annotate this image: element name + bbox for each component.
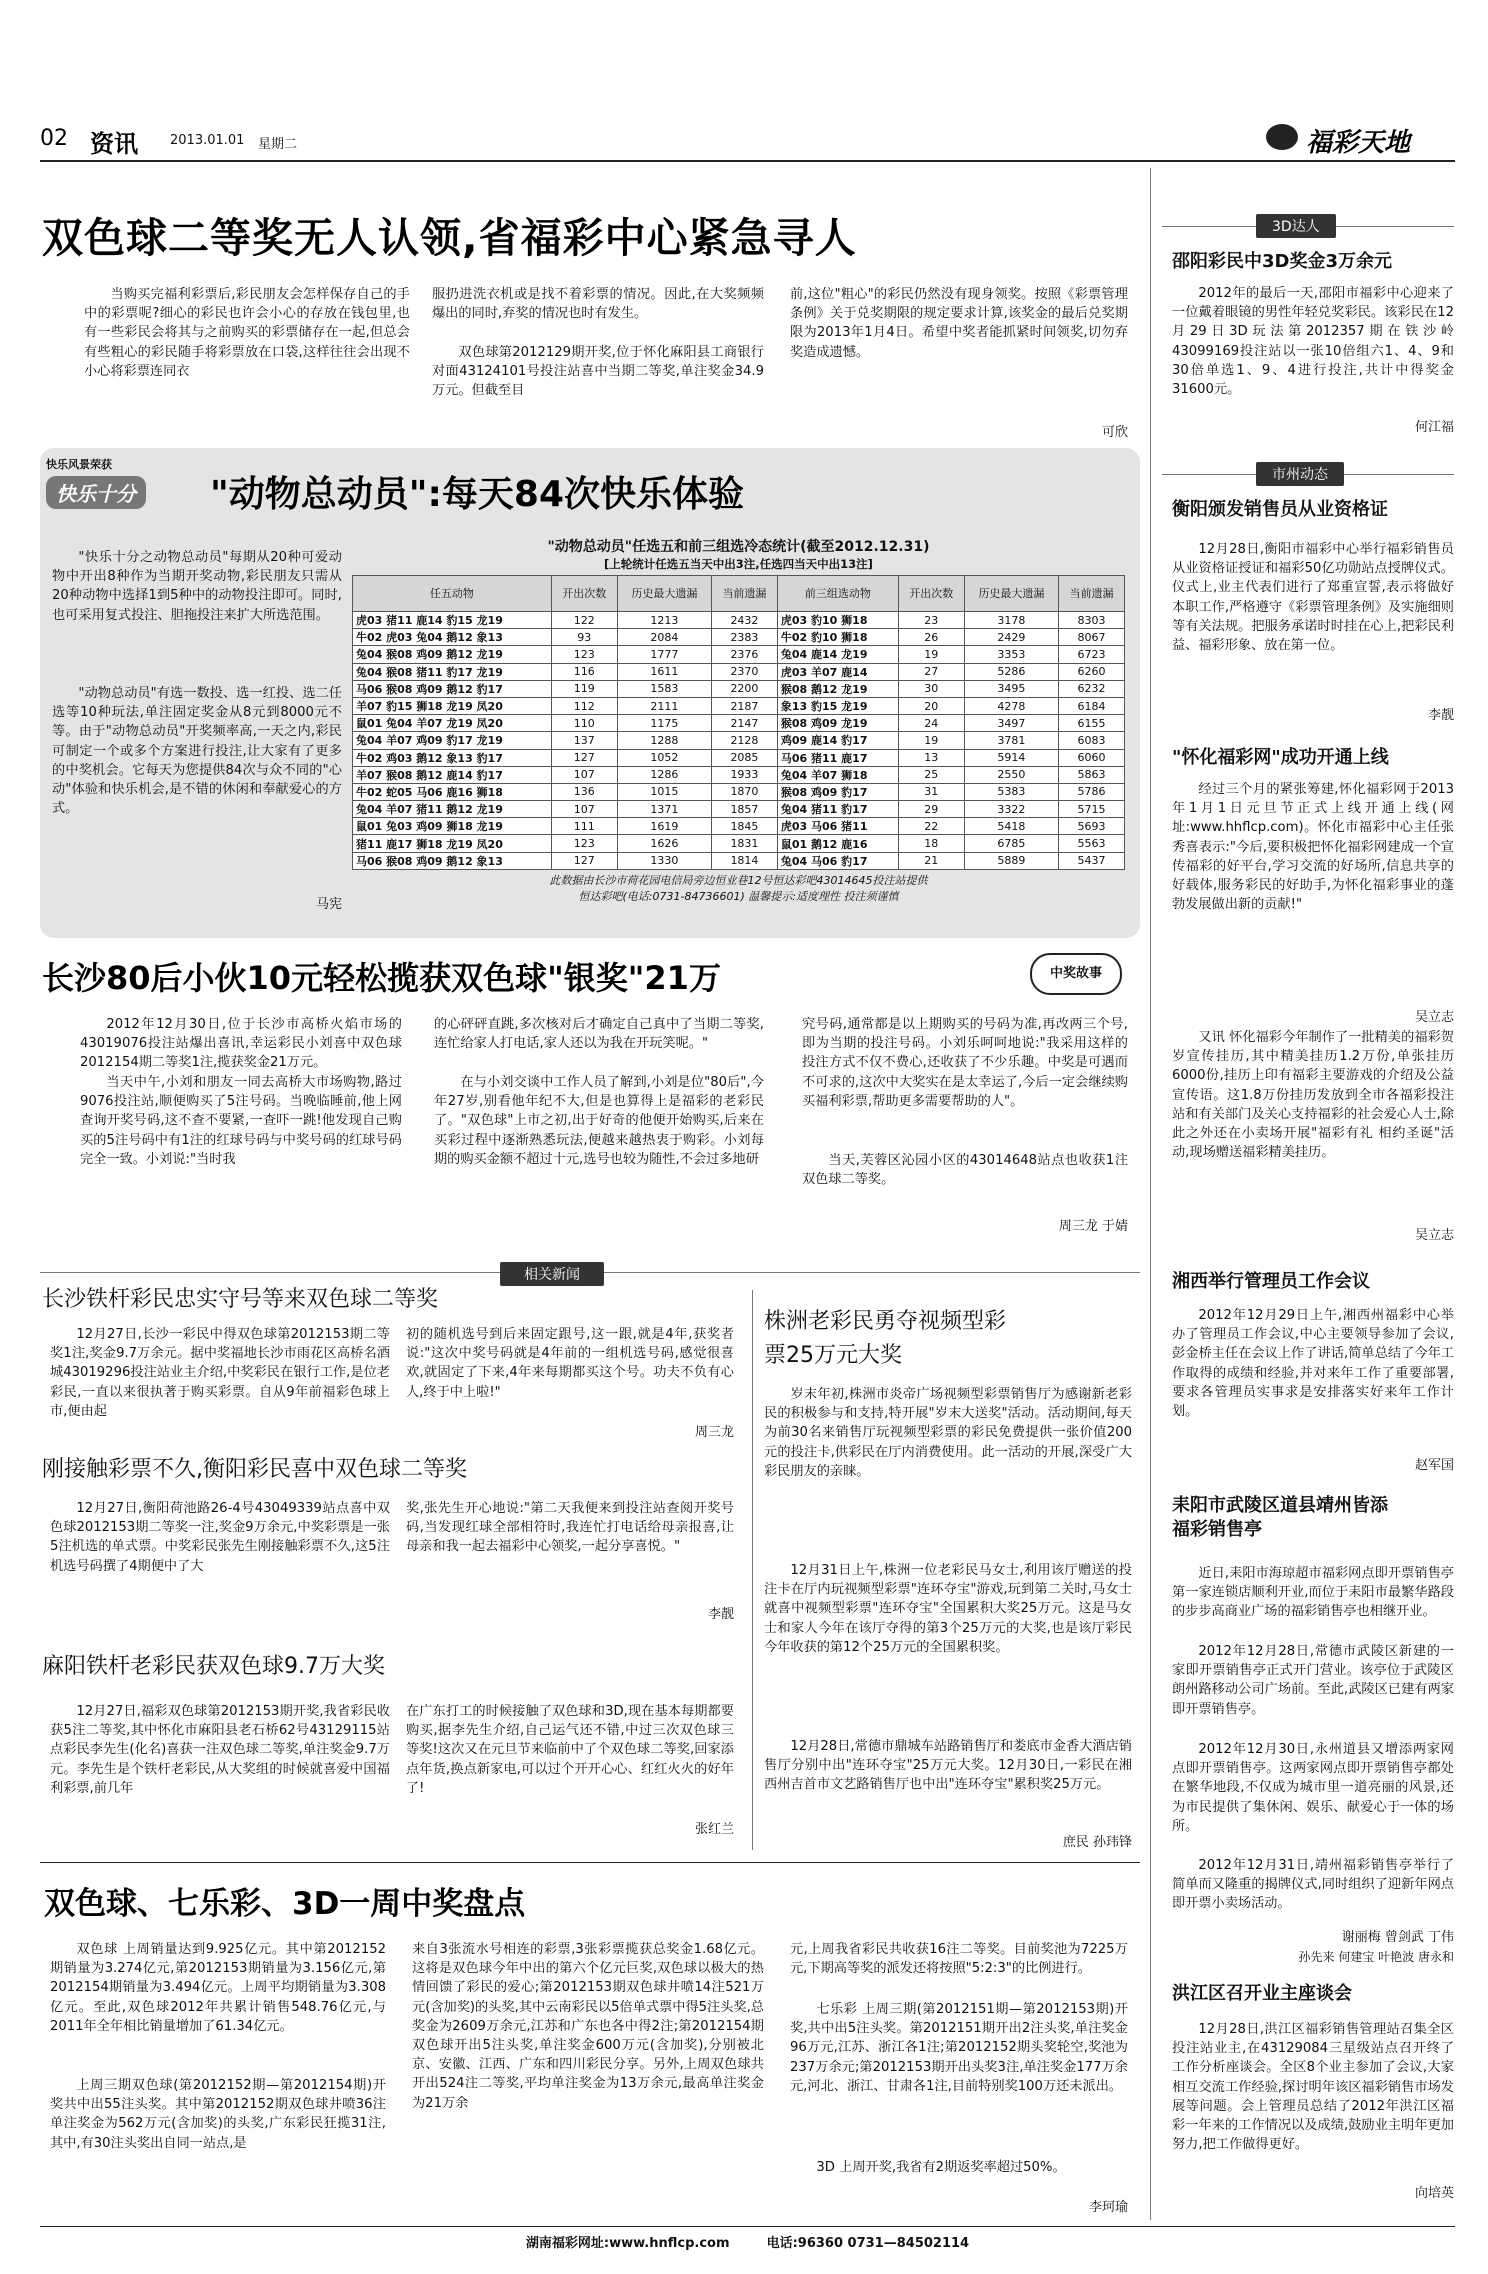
table-row: [353, 715, 1125, 732]
story-col2: 初的随机选号到后来固定跟号,这一跟,就是4年,获奖者说:"这次中奖号码就是4年前的一组机选号码,感觉很喜欢,就固定了下来,4年来每期都买这个号。功夫不负有心人,终于中上啦!": [406, 1327, 734, 1400]
badge-label: 中奖故事: [1049, 966, 1102, 981]
masthead-logo-icon: [1266, 124, 1298, 150]
table-cell: 2429: [964, 629, 1058, 646]
table-cell: 24: [898, 715, 964, 732]
side-text-5d: 2012年12月31日,靖州福彩销售亭举行了简单而又隆重的揭牌仪式,同时组织了迎新年网点即开票小卖场活动。: [1172, 1858, 1454, 1912]
masthead: 福彩天地: [1306, 128, 1411, 158]
table-cell: 122: [551, 612, 617, 629]
table-cell: 8067: [1059, 629, 1125, 646]
table-cell: 1371: [617, 801, 711, 818]
table-cell: 3781: [964, 732, 1058, 749]
table-cell: 2111: [617, 697, 711, 714]
issue-date: 2013.01.01: [170, 133, 245, 148]
table-cell: 虎03 猪11 鹿14 豹15 龙19: [353, 612, 552, 629]
table-cell: 羊07 豹15 狮18 龙19 凤20: [353, 697, 552, 714]
side-author-2: 李靓: [1427, 708, 1454, 723]
side-text-2: 12月28日,衡阳市福彩中心举行福彩销售员从业资格证授证和福彩50亿功勋站点授牌仪式。仪式上,业主代表们进行了郑重宣誓,表示将做好本职工作,严格遵守《彩票管理条例》及实施细则等有关法规。把服务承诺时时挂在心上,把彩民利益、福彩形象、放在第一位。: [1172, 542, 1454, 654]
table-cell: 牛02 豹10 狮18: [777, 629, 898, 646]
table-cell: 兔04 猴08 鸡09 鹅12 龙19: [353, 646, 552, 663]
body-col2a: 的心砰砰直跳,多次核对后才确定自己真中了当期二等奖,连忙给家人打电话,家人还以为我在开玩笑呢。": [434, 1017, 764, 1052]
table-cell: 1857: [712, 801, 778, 818]
table-cell: 123: [551, 646, 617, 663]
table-cell: 2084: [617, 629, 711, 646]
table-row: [353, 818, 1125, 835]
table-cell: 5383: [964, 783, 1058, 800]
table-cell: 22: [898, 818, 964, 835]
weekly-rule: [40, 1862, 1140, 1863]
table-cell: 18: [898, 835, 964, 852]
table-cell: 2383: [712, 629, 778, 646]
table-cell: 1213: [617, 612, 711, 629]
table-cell: 1814: [712, 852, 778, 869]
table-row: [353, 783, 1125, 800]
table-cell: 1845: [712, 818, 778, 835]
table-cell: 107: [551, 801, 617, 818]
table-cell: 1777: [617, 646, 711, 663]
table-cell: 兔04 猪11 豹17: [777, 801, 898, 818]
side-authors-5b: 孙先来 何建宝 叶艳波 唐永和: [1298, 1950, 1454, 1964]
body-col3c: 3D 上周开奖,我省有2期返奖率超过50%。: [816, 2160, 1066, 2175]
side-title-1: 邵阳彩民中3D奖金3万余元: [1172, 251, 1392, 272]
table-row: [353, 801, 1125, 818]
table-cell: 6184: [1059, 697, 1125, 714]
story-divider: [752, 1290, 753, 1850]
article-unclaimed-prize: [40, 165, 1140, 440]
table-row: [353, 852, 1125, 869]
body-col1a: 双色球 上周销量达到9.925亿元。其中第2012152期销量为3.274亿元,第2012153期销量为3.156亿元,第2012154期销量为3.494亿元。上周平均期销量为3.308亿元。至此,双色球2012年共累计销售548.76亿元,与2011年全年相比销量增加了61.34亿元。: [50, 1942, 386, 2034]
column-header: 开出次数: [551, 576, 617, 612]
table-cell: 羊07 猴08 鹅12 鹿14 豹17: [353, 766, 552, 783]
article-changsha-winner: [40, 945, 1140, 1245]
table-cell: 猴08 鸡09 豹17: [777, 783, 898, 800]
side-text-5c: 2012年12月30日,永州道县又增添两家网点即开票销售亭。这两家网点即开票销售亭都处在繁华地段,不仅成为城市里一道亮丽的风景,还为市民提供了集休闲、娱乐、献爱心于一体的场所。: [1172, 1742, 1454, 1834]
table-cell: 26: [898, 629, 964, 646]
side-title-2: 衡阳颁发销售员从业资格证: [1172, 499, 1388, 520]
story-author: 张红兰: [694, 1822, 734, 1837]
table-cell: 5437: [1059, 852, 1125, 869]
table-cell: 6785: [964, 835, 1058, 852]
banner-logo-text: 快乐十分: [46, 476, 146, 509]
table-row: [353, 680, 1125, 697]
table-cell: 6260: [1059, 663, 1125, 680]
body-col3b: 当天,芙蓉区沁园小区的43014648站点也收获1注双色球二等奖。: [802, 1153, 1128, 1188]
story-col2: 在广东打工的时候接触了双色球和3D,现在基本每期都要购买,据李先生介绍,自己运气还不错,中过三次双色球三等奖!这次又在元旦节来临前中了个双色球二等奖,回家添点年货,换点新家电,可以过个开开心心、红红火火的好年了!: [406, 1704, 734, 1796]
intro-p2: "动物总动员"有选一数投、选一红投、选二任选等10种玩法,单注固定奖金从8元到8000元不等。由于"动物总动员"开奖频率高,一天之内,彩民可制定一个或多个方案进行投注,让大家有了更多的中奖机会。它每天为您提供84次与众不同的"心动"体验和快乐机会,是不错的休闲和奉献爱心的方式。: [52, 686, 342, 817]
table-cell: 3497: [964, 715, 1058, 732]
table-cell: 鸡09 鹿14 豹17: [777, 732, 898, 749]
body-col2a: 服扔进洗衣机或是找不着彩票的情况。因此,在大奖频频爆出的同时,弃奖的情况也时有发生。: [432, 287, 764, 322]
side-text-4: 2012年12月29日上午,湘西州福彩中心举办了管理员工作会议,中心主要领导参加了会议,彭金桥主任在会议上作了讲话,简单总结了今年工作取得的成绩和经验,并对来年工作了重要部署,要求各管理员实事求是安排落实好来年工作计划。: [1172, 1308, 1454, 1420]
story-p2: 12月31日上午,株洲一位老彩民马女士,利用该厅赠送的投注卡在厅内玩视频型彩票"连环夺宝"游戏,玩到第二关时,马女士就喜中视频型彩票"连环夺宝"全国累积大奖25万元。这是马女士和家人今年在该厅夺得的第3个25万元的大奖,也是该厅彩民今年收获的第12个25万元的全国累积奖。: [764, 1563, 1132, 1655]
table-cell: 29: [898, 801, 964, 818]
table-cell: 1619: [617, 818, 711, 835]
side-authors-5a: 谢丽梅 曾剑武 丁伟: [1341, 1930, 1454, 1945]
table-cell: 猴08 鸡09 龙19: [777, 715, 898, 732]
column-header: 开出次数: [898, 576, 964, 612]
table-cell: 5693: [1059, 818, 1125, 835]
table-cell: 猪11 鹿17 狮18 龙19 凤20: [353, 835, 552, 852]
table-cell: 30: [898, 680, 964, 697]
table-cell: 5889: [964, 852, 1058, 869]
body-col1b: 当天中午,小刘和朋友一同去高桥大市场购物,路过9076投注站,顺便购买了5注号码。当晚临睡前,他上网查询开奖号码,这不查不要紧,一查吓一跳!他发现自己购买的5注号码中有1注的红球号码与中奖号码的红球号码完全一致。小刘说:"当时我: [80, 1075, 402, 1167]
body-col2b: 双色球第2012129期开奖,位于怀化麻阳县工商银行对面43124101号投注站喜中当期二等奖,单注奖金34.9万元。但截至目: [432, 345, 764, 399]
table-cell: 2550: [964, 766, 1058, 783]
issue-weekday: 星期二: [258, 137, 298, 152]
stats-table-block: [352, 538, 1125, 930]
related-story-1: [40, 1285, 740, 1455]
side-author-3b: 吴立志: [1414, 1228, 1454, 1243]
table-cell: 猴08 鹅12 龙19: [777, 680, 898, 697]
table-cell: 27: [898, 663, 964, 680]
table-cell: 93: [551, 629, 617, 646]
side-author-1: 何江福: [1414, 420, 1454, 435]
table-cell: 兔04 猴08 猪11 豹17 龙19: [353, 663, 552, 680]
related-story-2: [40, 1455, 740, 1635]
story-p1: 岁末年初,株洲市炎帝广场视频型彩票销售厅为感谢新老彩民的积极参与和支持,特开展"岁末大送奖"活动。活动期间,每天为前30名来销售厅玩视频型彩票的彩民免费提供一张价值200元的投注卡,供彩民在厅内消费使用。此一活动的开展,深受广大彩民朋友的亲睐。: [764, 1387, 1132, 1479]
side-text-6: 12月28日,洪江区福彩销售管理站召集全区投注站业主,在43129084三星级站点召开终了工作分析座谈会。全区8个业主参加了会议,大家相互交流工作经验,探讨明年该区福彩销售市场发展等问题。会上管理员总结了2012年洪江区福彩一年来的工作情况以及成绩,鼓励业主明年更加努力,把工作做得更好。: [1172, 2022, 1454, 2153]
tag-label: 市州动态: [1256, 462, 1344, 486]
table-cell: 20: [898, 697, 964, 714]
table-cell: 21: [898, 852, 964, 869]
column-header: 历史最大遗漏: [617, 576, 711, 612]
table-cell: 1330: [617, 852, 711, 869]
story-col1: 12月27日,长沙一彩民中得双色球第2012153期二等奖1注,奖金9.7万余元。据中奖福地长沙市雨花区高桥名酒城43019296投注站业主介绍,中奖彩民在银行工作,是位老彩民,一直以来很执著于购买彩票。自从9年前福彩色球上市,便由起: [50, 1327, 390, 1419]
table-cell: 兔04 羊07 狮18: [777, 766, 898, 783]
header-rule: [40, 160, 1455, 162]
story-title: 长沙铁杆彩民忠实守号等来双色球二等奖: [42, 1287, 439, 1312]
intro-p1: "快乐十分之动物总动员"每期从20种可爱动物中开出8种作为当期开奖动物,彩民朋友只需从20种动物中选择1到5种中的动物投注即可。同时,也可采用复式投注、胆拖投注来扩大所选范围。: [52, 550, 342, 623]
table-cell: 3322: [964, 801, 1058, 818]
author: 马宪: [315, 897, 342, 912]
table-cell: 兔04 马06 豹17: [777, 852, 898, 869]
table-cell: 4278: [964, 697, 1058, 714]
table-cell: 象13 豹15 龙19: [777, 697, 898, 714]
body-col1b: 上周三期双色球(第2012152期—第2012154期)开奖共中出55注头奖。其中第2012152期双色球井喷36注单注奖金为562万元(含加奖)的头奖,广东彩民狂揽31注,其中,有30注头奖出自同一站点,是: [50, 2078, 386, 2151]
side-title-6: 洪江区召开业主座谈会: [1172, 1983, 1352, 2004]
table-row: [353, 749, 1125, 766]
table-cell: 1175: [617, 715, 711, 732]
headline: 双色球、七乐彩、3D一周中奖盘点: [44, 1886, 526, 1922]
table-cell: 马06 猴08 鸡09 鹅12 象13: [353, 852, 552, 869]
table-cell: 112: [551, 697, 617, 714]
banner-logo: [46, 456, 146, 514]
table-cell: 兔04 羊07 猪11 鹅12 龙19: [353, 801, 552, 818]
table-cell: 116: [551, 663, 617, 680]
table-cell: 2085: [712, 749, 778, 766]
table-cell: 1583: [617, 680, 711, 697]
table-cell: 6723: [1059, 646, 1125, 663]
table-cell: 136: [551, 783, 617, 800]
author: 可欣: [1101, 425, 1128, 440]
footer-site: 湖南福彩网址:www.hnflcp.com: [525, 2236, 730, 2251]
side-text-5b: 2012年12月28日,常德市武陵区新建的一家即开票销售亭正式开门营业。该亭位于武陵区朗州路移动公司广场前。至此,武陵区已建有两家即开票销售亭。: [1172, 1644, 1454, 1717]
column-header: 当前遗漏: [712, 576, 778, 612]
table-cell: 2187: [712, 697, 778, 714]
table-cell: 137: [551, 732, 617, 749]
table-footnote-1: 此数据由长沙市荷花园电信局旁边恒业巷12号恒达彩吧43014645投注站提供: [549, 873, 928, 887]
table-cell: 2200: [712, 680, 778, 697]
sidebar: [1162, 168, 1460, 2220]
table-cell: 5914: [964, 749, 1058, 766]
table-row: [353, 835, 1125, 852]
table-cell: 123: [551, 835, 617, 852]
table-cell: 马06 猴08 鸡09 鹅12 豹17: [353, 680, 552, 697]
table-cell: 31: [898, 783, 964, 800]
author: 周三龙 于婧: [1058, 1219, 1128, 1234]
table-cell: 1933: [712, 766, 778, 783]
table-cell: 19: [898, 732, 964, 749]
table-header-row: [353, 576, 1125, 612]
story-title: 刚接触彩票不久,衡阳彩民喜中双色球二等奖: [42, 1457, 467, 1482]
related-story-3: [40, 1652, 740, 1852]
table-cell: 虎03 羊07 鹿14: [777, 663, 898, 680]
column-header: 前三组选动物: [777, 576, 898, 612]
story-col1: 12月27日,衡阳荷池路26-4号43049339站点喜中双色球2012153期二等奖一注,奖金9万余元,中奖彩票是一张5注机选的单式票。中奖彩民张先生刚接触彩票不久,这5注机选号码撰了4期便中了大: [50, 1501, 390, 1574]
table-cell: 19: [898, 646, 964, 663]
footer-phone: 电话:96360 0731—84502114: [766, 2236, 970, 2251]
table-cell: 兔04 鹿14 龙19: [777, 646, 898, 663]
footer: [40, 2232, 1455, 2256]
table-cell: 107: [551, 766, 617, 783]
table-cell: 1288: [617, 732, 711, 749]
headline: "动物总动员":每天84次快乐体验: [210, 474, 745, 515]
table-title: "动物总动员"任选五和前三组选冷态统计(截至2012.12.31): [547, 539, 930, 555]
table-cell: 2376: [712, 646, 778, 663]
table-cell: 110: [551, 715, 617, 732]
table-cell: 兔04 羊07 鸡09 豹17 龙19: [353, 732, 552, 749]
table-cell: 1611: [617, 663, 711, 680]
table-cell: 1626: [617, 835, 711, 852]
headline: 长沙80后小伙10元轻松揽获双色球"银奖"21万: [42, 959, 721, 997]
table-cell: 8303: [1059, 612, 1125, 629]
author: 李珂瑜: [1088, 2200, 1128, 2215]
body-col3a: 究号码,通常都是以上期购买的号码为准,再改两三个号,即为当期的投注号码。小刘乐呵呵地说:"我采用这样的投注方式不仅不费心,还收获了不少乐趣。中奖是可遇而不可求的,这次中大奖实在是太幸运了,今后一定会继续购买福利彩票,帮助更多需要帮助的人"。: [802, 1017, 1128, 1109]
footer-rule: [40, 2226, 1455, 2227]
sidebar-divider: [1150, 168, 1151, 2220]
stats-table: [352, 575, 1125, 870]
related-label: [500, 1262, 604, 1286]
prize-story-badge-icon: [1030, 953, 1122, 995]
section-label: 资讯: [90, 130, 138, 158]
table-footnote-2: 恒达彩吧(电话:0731-84736601) 温馨提示:适度理性 投注须谨慎: [578, 889, 899, 903]
table-cell: 127: [551, 852, 617, 869]
table-cell: 1015: [617, 783, 711, 800]
table-cell: 2128: [712, 732, 778, 749]
side-text-5a: 近日,耒阳市海琼超市福彩网点即开票销售亭第一家连锁店顺利开业,而位于耒阳市最繁华路段的步步高商业广场的福彩销售亭也相继开业。: [1172, 1566, 1454, 1620]
table-cell: 2432: [712, 612, 778, 629]
related-story-4: [762, 1305, 1140, 1860]
side-author-3a: 吴立志: [1414, 1010, 1454, 1025]
table-cell: 5863: [1059, 766, 1125, 783]
story-author: 周三龙: [694, 1425, 734, 1440]
table-cell: 6155: [1059, 715, 1125, 732]
story-title: 麻阳铁杆老彩民获双色球9.7万大奖: [42, 1654, 385, 1679]
body-col1: 当购买完福利彩票后,彩民朋友会怎样保存自己的手中的彩票呢?细心的彩民也许会小心的存放在钱包里,也有一些彩民会将其与之前购买的彩票储存在一起,但总会有些粗心的彩民随手将彩票放在口袋,这样往往会出现不小心将彩票连同衣: [84, 287, 410, 379]
tag-3d: [1256, 214, 1336, 238]
table-cell: 马06 猪11 鹿17: [777, 749, 898, 766]
table-row: [353, 646, 1125, 663]
table-cell: 5418: [964, 818, 1058, 835]
page-number: 02: [40, 126, 68, 151]
side-title-5: 耒阳市武陵区道县靖州皆添福彩销售亭: [1172, 1495, 1388, 1540]
column-header: 当前遗漏: [1059, 576, 1125, 612]
tag-city-news: [1256, 462, 1344, 486]
body-col2: 来自3张流水号相连的彩票,3张彩票揽获总奖金1.68亿元。这将是双色球今年中出的第六个亿元巨奖,双色球以极大的热情回馈了彩民的爱心;第2012153期双色球井喷14注521万元(含加奖)的头奖,其中云南彩民以5倍单式票中得5注头奖,总奖金为2609万余元,江苏和广东也各中得2注;第2012154期双色球开出5注头奖,单注奖金600万元(含加奖),分别被北京、安徽、江西、广东和四川彩民分享。另外,上周双色球共开出524注二等奖,平均单注奖金为13万余元,最高单注奖金为21万余: [412, 1942, 764, 2111]
side-author-6: 向培英: [1414, 2186, 1454, 2201]
table-cell: 23: [898, 612, 964, 629]
table-cell: 119: [551, 680, 617, 697]
table-subtitle: [上轮统计任选五当天中出3注,任选四当天中出13注]: [604, 557, 873, 571]
story-p3: 12月28日,常德市鼎城车站路销售厅和娄底市金香大酒店销售厅分别中出"连环夺宝"25万元大奖。12月30日,一彩民在湘西州吉首市文艺路销售厅也中出"连环夺宝"累积奖25万元。: [764, 1739, 1132, 1793]
side-text-3b: 又讯 怀化福彩今年制作了一批精美的福彩贺岁宣传挂历,其中精美挂历1.2万份,单张挂历6000份,挂历上印有福彩主要游戏的介绍及公益宣传语。这1.8万份挂历发放到全市各福彩投注站和有关部门及关心支持福彩的社会爱心人士,除此之外还在小卖场开展"福彩有礼 相约圣诞"活动,现场赠送福彩精美挂历。: [1172, 1030, 1454, 1161]
article-animal-lottery: [40, 448, 1140, 938]
side-text-3a: 经过三个月的紧张筹建,怀化福彩网于2013年1月1日元旦节正式上线开通上线(网址:www.hhflcp.com)。怀化市福彩中心主任张秀喜表示:"今后,要积极把怀化福彩网建成一个宣传福彩的好平台,学习交流的好场所,信息共享的好载体,服务彩民的好助手,为怀化福彩事业的蓬勃发展做出新的贡献!": [1172, 782, 1454, 913]
table-cell: 6232: [1059, 680, 1125, 697]
table-cell: 鼠01 鹅12 鹿16: [777, 835, 898, 852]
table-cell: 3495: [964, 680, 1058, 697]
article-weekly-summary: [40, 1870, 1140, 2230]
table-cell: 1286: [617, 766, 711, 783]
table-cell: 127: [551, 749, 617, 766]
body-col1a: 2012年12月30日,位于长沙市高桥火焰市场的43019076投注站爆出喜讯,幸运彩民小刘喜中双色球2012154期二等奖1注,揽获奖金21万元。: [80, 1017, 402, 1071]
tag-label: 3D达人: [1256, 214, 1336, 238]
body-col3a: 元,上周我省彩民共收获16注二等奖。目前奖池为7225万元,下期高等奖的派发还将按照"5:2:3"的比例进行。: [790, 1942, 1128, 1977]
table-cell: 6060: [1059, 749, 1125, 766]
story-col1: 12月27日,福彩双色球第2012153期开奖,我省彩民收获5注二等奖,其中怀化市麻阳县老石桥62号43129115站点彩民李先生(化名)喜获一注双色球二等奖,单注奖金9.7万元。李先生是个铁杆老彩民,从大奖组的时候就喜爱中国福利彩票,前几年: [50, 1704, 390, 1796]
side-author-4: 赵军国: [1414, 1458, 1454, 1473]
table-row: [353, 766, 1125, 783]
body-col2b: 在与小刘交谈中工作人员了解到,小刘是位"80后",今年27岁,别看他年纪不大,但是也算得上是福彩的老彩民了。"双色球"上市之初,出于好奇的他便开始购买,后来在买彩过程中逐渐熟悉玩法,便越来越热衷于购彩。小刘每期的购买金额不超过十元,选号也较为随性,不会过多地研: [434, 1075, 764, 1167]
side-text-1: 2012年的最后一天,邵阳市福彩中心迎来了一位戴着眼镜的男性年轻兑奖彩民。该彩民在12月29日3D玩法第2012357期在铁沙岭43099169投注站以一张10倍组六1、4、9和30倍单选1、9、4进行投注,共计中得奖金31600元。: [1172, 286, 1454, 398]
table-cell: 111: [551, 818, 617, 835]
table-cell: 5563: [1059, 835, 1125, 852]
table-cell: 25: [898, 766, 964, 783]
related-label-text: 相关新闻: [524, 1267, 580, 1283]
table-cell: 1831: [712, 835, 778, 852]
table-cell: 牛02 蛇05 马06 鹿16 狮18: [353, 783, 552, 800]
banner-top-text: 快乐风景荣获: [46, 458, 112, 471]
story-author: 庶民 孙玮锋: [1062, 1835, 1132, 1850]
table-row: [353, 697, 1125, 714]
table-cell: 6083: [1059, 732, 1125, 749]
table-cell: 3353: [964, 646, 1058, 663]
table-cell: 13: [898, 749, 964, 766]
story-title: 株洲老彩民勇夺视频型彩票25万元大奖: [764, 1309, 1007, 1368]
table-cell: 虎03 马06 猪11: [777, 818, 898, 835]
body-col3b: 七乐彩 上周三期(第2012151期—第2012153期)开奖,共中出5注头奖。第2012151期开出2注头奖,单注奖金96万元,江苏、浙江各1注;第2012152期头奖轮空,奖池为237万余元;第2012153期开出头奖3注,单注奖金177万余元,河北、浙江、甘肃各1注,目前特别奖100万还未派出。: [790, 2002, 1128, 2094]
table-cell: 虎03 豹10 狮18: [777, 612, 898, 629]
table-cell: 3178: [964, 612, 1058, 629]
table-cell: 2147: [712, 715, 778, 732]
table-row: [353, 629, 1125, 646]
table-cell: 牛02 鸡03 鹅12 象13 豹17: [353, 749, 552, 766]
column-header: 历史最大遗漏: [964, 576, 1058, 612]
story-author: 李靓: [707, 1607, 734, 1622]
story-col2: 奖,张先生开心地说:"第二天我便来到投注站查阅开奖号码,当发现红球全部相符时,我连忙打电话给母亲报喜,让母亲和我一起去福彩中心领奖,一起分享喜悦。": [406, 1501, 734, 1555]
table-cell: 牛02 虎03 兔04 鹅12 象13: [353, 629, 552, 646]
table-cell: 1870: [712, 783, 778, 800]
table-cell: 1052: [617, 749, 711, 766]
side-title-4: 湘西举行管理员工作会议: [1172, 1271, 1370, 1292]
page-header: [40, 122, 1455, 158]
table-row: [353, 732, 1125, 749]
headline: 双色球二等奖无人认领,省福彩中心紧急寻人: [42, 214, 857, 262]
table-cell: 5286: [964, 663, 1058, 680]
body-col3: 前,这位"粗心"的彩民仍然没有现身领奖。按照《彩票管理条例》关于兑奖期限的规定要求计算,该奖金的最后兑奖期限为2013年1月4日。希望中奖者能抓紧时间领奖,切勿弃奖造成遗憾。: [790, 287, 1128, 360]
table-row: [353, 663, 1125, 680]
table-cell: 鼠01 兔03 鸡09 狮18 龙19: [353, 818, 552, 835]
column-header: 任五动物: [353, 576, 552, 612]
table-cell: 5786: [1059, 783, 1125, 800]
table-cell: 鼠01 兔04 羊07 龙19 凤20: [353, 715, 552, 732]
table-row: [353, 612, 1125, 629]
table-cell: 2370: [712, 663, 778, 680]
table-cell: 5715: [1059, 801, 1125, 818]
side-title-3: "怀化福彩网"成功开通上线: [1172, 747, 1389, 768]
